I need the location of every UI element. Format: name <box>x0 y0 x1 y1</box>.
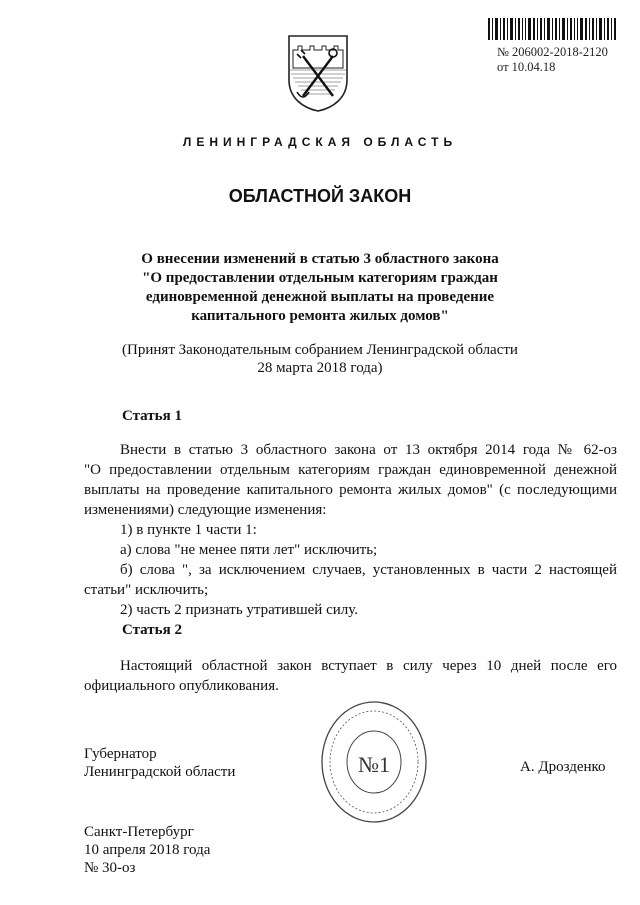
article-1-item-2: 2) часть 2 признать утратившей силу. <box>120 602 359 618</box>
law-number: № 30-оз <box>84 860 136 876</box>
article-1-intro-line: изменениями) следующие изменения: <box>84 502 327 518</box>
article-1-intro-line: "О предоставлении отдельным категориям граждан единовременной денежной <box>84 462 617 478</box>
signing-city: Санкт-Петербург <box>84 824 194 840</box>
article-1-item: а) слова "не менее пяти лет" исключить; <box>120 542 378 558</box>
article-1-heading: Статья 1 <box>122 408 182 424</box>
registration-stamp <box>497 45 608 75</box>
barcode-icon <box>488 18 616 40</box>
law-title-line: "О предоставлении отдельным категориям граждан <box>142 270 498 286</box>
article-1-item: 1) в пункте 1 части 1: <box>120 522 257 538</box>
article-1-intro-line: выплаты на проведение капитального ремонта жилых домов" (с последующими <box>84 482 617 498</box>
region-name: ЛЕНИНГРАДСКАЯ ОБЛАСТЬ <box>182 135 458 149</box>
registration-number: № 206002-2018-2120 <box>497 45 608 59</box>
law-title-line: О внесении изменений в статью 3 областного закона <box>141 251 499 267</box>
seal-number: №1 <box>358 752 390 777</box>
law-title <box>60 250 580 326</box>
article-1-item-b-line: статьи" исключить; <box>84 582 209 598</box>
law-title-line: капитального ремонта жилых домов" <box>191 308 449 324</box>
article-2-text-line: Настоящий областной закон вступает в силу через 10 дней после его <box>120 658 617 674</box>
signatory-position-line: Ленинградской области <box>84 764 236 780</box>
document-footer <box>84 823 210 877</box>
official-seal-icon <box>318 698 430 826</box>
adoption-note-line: 28 марта 2018 года) <box>257 360 383 376</box>
signatory-name: А. Дрозденко <box>520 759 606 775</box>
registration-date: от 10.04.18 <box>497 60 556 74</box>
article-2-text-line: официального опубликования. <box>84 678 279 694</box>
law-title-line: единовременной денежной выплаты на проведение <box>145 289 495 305</box>
adoption-note-line: (Принят Законодательным собранием Ленинградской области <box>122 342 518 358</box>
article-2-heading: Статья 2 <box>122 622 182 638</box>
article-1-body <box>84 440 617 620</box>
document-type: ОБЛАСТНОЙ ЗАКОН <box>228 186 412 206</box>
signatory-position <box>84 745 235 781</box>
signing-date: 10 апреля 2018 года <box>84 842 211 858</box>
article-1-item-b-line: б) слова ", за исключением случаев, установленных в части 2 настоящей <box>120 562 617 578</box>
article-2-body <box>84 656 617 696</box>
coat-of-arms-icon <box>287 34 349 112</box>
adoption-note <box>60 341 580 377</box>
signatory-position-line: Губернатор <box>84 746 157 762</box>
article-1-intro-line: Внести в статью 3 областного закона от 13 октября 2014 года № 62-оз <box>120 442 617 458</box>
